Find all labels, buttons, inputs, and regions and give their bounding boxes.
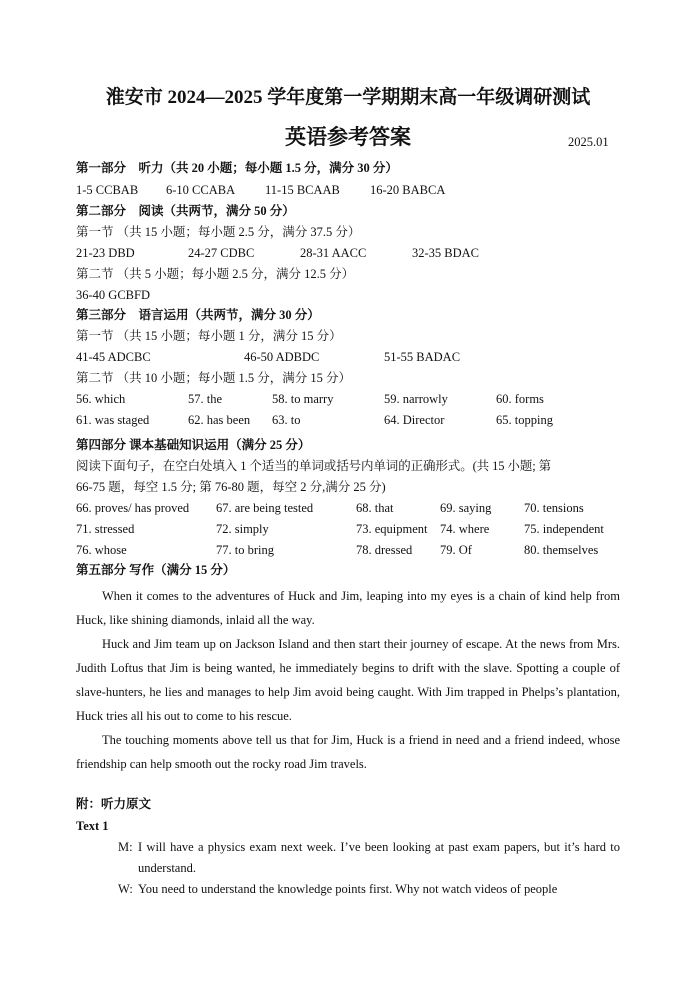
answer-item: 72. simply xyxy=(216,522,269,536)
answer-item: 62. has been xyxy=(188,413,251,427)
answer-item: 70. tensions xyxy=(524,501,584,515)
part4-heading: 第四部分 课本基础知识运用（满分 25 分） xyxy=(76,438,311,452)
answer-item: 79. Of xyxy=(440,543,472,557)
dialogue-line xyxy=(118,879,620,900)
dialogue-text: I will have a physics exam next week. I’ve been looking at past exam papers, but it’s hard to understand. xyxy=(138,840,620,875)
part1-heading: 第一部分 听力（共 20 小题；每小题 1.5 分，满分 30 分） xyxy=(76,161,398,175)
answer-item: 64. Director xyxy=(384,413,445,427)
answer-item: 69. saying xyxy=(440,501,492,515)
answer-item: 59. narrowly xyxy=(384,392,448,406)
appendix-heading: 附：听力原文 xyxy=(76,797,152,811)
answer-group: 11-15 BCAAB xyxy=(265,183,340,197)
answer-group: 46-50 ADBDC xyxy=(244,350,320,364)
part2-section2-heading: 第二节 （共 5 小题；每小题 2.5 分，满分 12.5 分） xyxy=(76,267,355,281)
part4-instruction: 阅读下面句子，在空白处填入 1 个适当的单词或括号内单词的正确形式。(共 15 小题; 第 xyxy=(76,459,552,473)
part3-section1-heading: 第一节 （共 15 小题；每小题 1 分，满分 15 分） xyxy=(76,329,342,343)
answer-item: 78. dressed xyxy=(356,543,413,557)
answer-group: 16-20 BABCA xyxy=(370,183,446,197)
answer-item: 58. to marry xyxy=(272,392,334,406)
answer-item: 65. topping xyxy=(496,413,553,427)
dialogue-text: You need to understand the knowledge points first. Why not watch videos of people xyxy=(138,882,558,896)
answer-item: 74. where xyxy=(440,522,490,536)
part2-section1-heading: 第一节 （共 15 小题；每小题 2.5 分，满分 37.5 分） xyxy=(76,225,361,239)
dialogue-line xyxy=(118,837,620,879)
part3-heading: 第三部分 语言运用（共两节，满分 30 分） xyxy=(76,308,320,322)
document-subtitle: 英语参考答案 xyxy=(285,125,411,149)
answer-item: 66. proves/ has proved xyxy=(76,501,190,515)
answer-item: 76. whose xyxy=(76,543,127,557)
answer-item: 56. which xyxy=(76,392,126,406)
answer-item: 63. to xyxy=(272,413,301,427)
answer-item: 61. was staged xyxy=(76,413,150,427)
speaker-label: W: xyxy=(118,882,133,896)
answer-group: 36-40 GCBFD xyxy=(76,288,150,302)
answer-group: 6-10 CCABA xyxy=(166,183,236,197)
answer-group: 32-35 BDAC xyxy=(412,246,480,260)
part2-heading: 第二部分 阅读（共两节，满分 50 分） xyxy=(76,204,295,218)
answer-item: 68. that xyxy=(356,501,394,515)
answer-group: 1-5 CCBAB xyxy=(76,183,139,197)
answer-item: 60. forms xyxy=(496,392,544,406)
answer-group: 24-27 CDBC xyxy=(188,246,255,260)
essay-paragraph: The touching moments above tell us that for Jim, Huck is a friend in need and a friend indeed, whose friendship can help smooth out the rocky road Jim travels. xyxy=(76,733,620,771)
answer-group: 21-23 DBD xyxy=(76,246,135,260)
answer-group: 51-55 BADAC xyxy=(384,350,461,364)
document-title: 淮安市 2024—2025 学年度第一学期期末高一年级调研测试 xyxy=(105,87,591,108)
part4-instruction: 66-75 题，每空 1.5 分; 第 76-80 题，每空 2 分,满分 25 分) xyxy=(76,480,386,494)
answer-item: 80. themselves xyxy=(524,543,599,557)
essay-paragraph: Huck and Jim team up on Jackson Island and then start their journey of escape. At the news from Mrs. Judith Loftus that Jim is being wanted, he immediately begins to drift with the slave. Spotting a couple of slave-hunters, he lies and manages to help Jim avoid being caught. With Jim trapped in Phelps’s plantation, Huck tries all his out to come to his rescue. xyxy=(76,637,620,723)
answer-group: 28-31 AACC xyxy=(300,246,367,260)
answer-item: 71. stressed xyxy=(76,522,135,536)
answer-item: 73. equipment xyxy=(356,522,428,536)
answer-item: 67. are being tested xyxy=(216,501,314,515)
document-date: 2025.01 xyxy=(568,135,609,149)
text-label: Text 1 xyxy=(76,819,109,833)
answer-group: 41-45 ADCBC xyxy=(76,350,151,364)
answer-item: 57. the xyxy=(188,392,223,406)
part5-heading: 第五部分 写作（满分 15 分） xyxy=(76,563,236,577)
speaker-label: M: xyxy=(118,840,133,854)
part3-section2-heading: 第二节 （共 10 小题；每小题 1.5 分，满分 15 分） xyxy=(76,371,352,385)
essay-paragraph: When it comes to the adventures of Huck and Jim, leaping into my eyes is a chain of kind help from Huck, like shining diamonds, inlaid all the way. xyxy=(76,589,620,627)
answer-item: 77. to bring xyxy=(216,543,274,557)
answer-item: 75. independent xyxy=(524,522,604,536)
